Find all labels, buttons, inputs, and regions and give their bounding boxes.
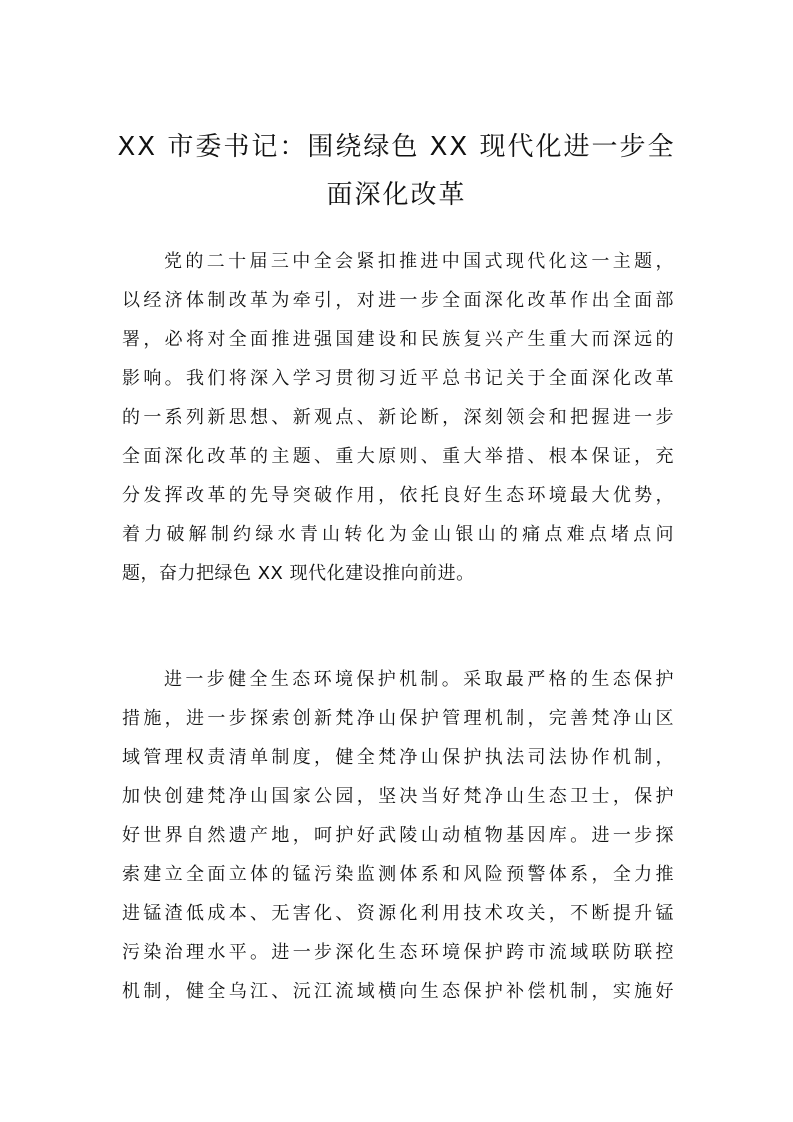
paragraph-line: 机制，健全乌江、沅江流域横向生态保护补偿机制，实施好 (122, 981, 674, 1002)
paragraph-intro (122, 242, 674, 593)
paragraph-line: 加快创建梵净山国家公园，坚决当好梵净山生态卫士，保护 (122, 786, 674, 807)
paragraph-line: 索建立全面立体的锰污染监测体系和风险预警体系，全力推 (122, 864, 674, 885)
paragraph-line: 好世界自然遗产地，呵护好武陵山动植物基因库。进一步探 (122, 825, 674, 846)
paragraph-line: 着力破解制约绿水青山转化为金山银山的痛点难点堵点问 (122, 524, 674, 545)
paragraph-line: 进一步健全生态环境保护机制。采取最严格的生态保护 (164, 669, 674, 690)
paragraph-line: 进锰渣低成本、无害化、资源化利用技术攻关，不断提升锰 (122, 903, 674, 924)
paragraph-line: 以经济体制改革为牵引，对进一步全面深化改革作出全面部 (122, 290, 674, 311)
paragraph-line: 党的二十届三中全会紧扣推进中国式现代化这一主题， (164, 251, 674, 272)
paragraph-line: 署，必将对全面推进强国建设和民族复兴产生重大而深远的 (122, 329, 674, 350)
paragraph-line: 域管理权责清单制度，健全梵净山保护执法司法协作机制， (122, 747, 674, 768)
paragraph-line: 全面深化改革的主题、重大原则、重大举措、根本保证，充 (122, 446, 674, 467)
paragraph-line: 的一系列新思想、新观点、新论断，深刻领会和把握进一步 (122, 407, 674, 428)
paragraph-line: 影响。我们将深入学习贯彻习近平总书记关于全面深化改革 (122, 368, 674, 389)
paragraph-ecology (122, 660, 674, 1011)
paragraph-line: 污染治理水平。进一步深化生态环境保护跨市流域联防联控 (122, 942, 674, 963)
paragraph-line: 分发挥改革的先导突破作用，依托良好生态环境最大优势， (122, 485, 674, 506)
paragraph-line: 措施，进一步探索创新梵净山保护管理机制，完善梵净山区 (122, 708, 674, 729)
document-title-line-1: XX 市委书记：围绕绿色 XX 现代化进一步全 (117, 132, 676, 162)
document-title-line-2: 面深化改革 (326, 180, 467, 210)
paragraph-line: 题，奋力把绿色 XX 现代化建设推向前进。 (122, 563, 475, 584)
